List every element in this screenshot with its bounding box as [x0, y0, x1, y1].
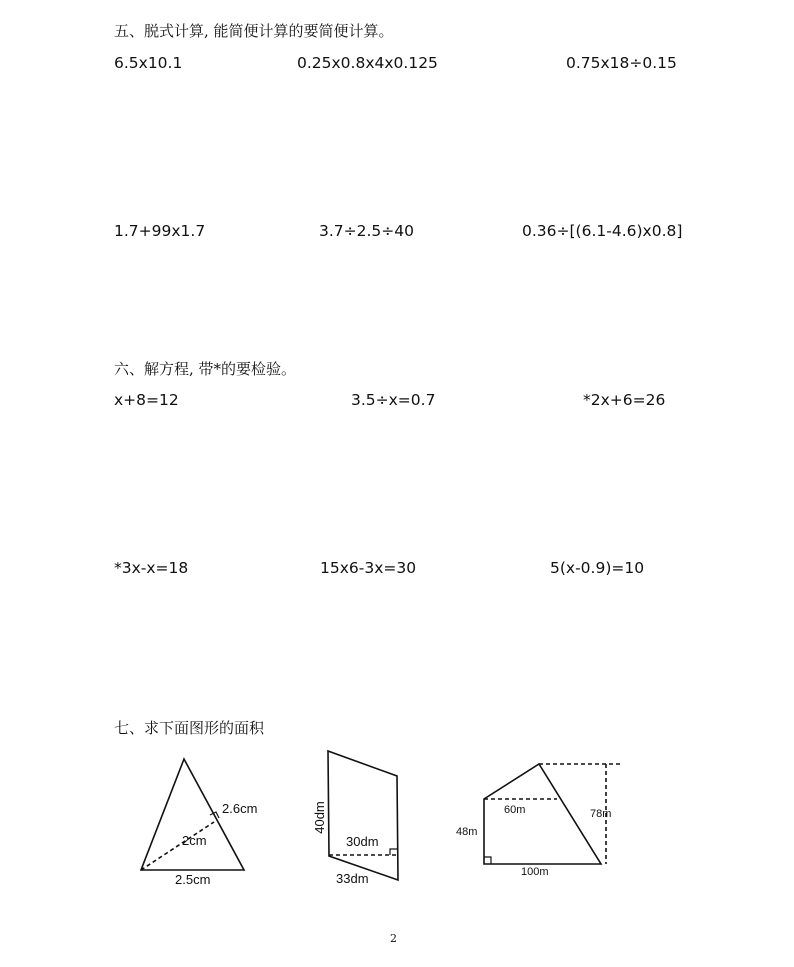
page-number: 2	[390, 932, 397, 945]
calc-problem-2: 0.25x0.8x4x0.125	[297, 54, 438, 72]
parallelogram-right-angle-mark	[390, 849, 397, 855]
triangle-base-label: 2.5cm	[175, 872, 211, 887]
equation-4: *3x-x=18	[114, 559, 189, 577]
parallelogram-height-label: 30dm	[346, 834, 379, 849]
trapezoid-base-label: 100m	[521, 866, 549, 878]
equation-2: 3.5÷x=0.7	[351, 391, 436, 409]
section-7-title: 七、求下面图形的面积	[114, 719, 265, 737]
trapezoid-shape	[484, 764, 601, 864]
equation-6: 5(x-0.9)=10	[550, 559, 645, 577]
triangle-height-label: 2cm	[182, 833, 207, 848]
parallelogram-figure	[328, 751, 398, 880]
calc-problem-6: 0.36÷[(6.1-4.6)x0.8]	[522, 222, 683, 240]
parallelogram-side-label: 40dm	[311, 801, 327, 834]
calc-problem-5: 3.7÷2.5÷40	[319, 222, 414, 240]
trapezoid-right-label: 78m	[590, 808, 612, 820]
equation-5: 15x6-3x=30	[320, 559, 417, 577]
triangle-side-label: 2.6cm	[222, 801, 258, 816]
parallelogram-shape	[328, 751, 398, 880]
trapezoid-right-angle-mark	[484, 857, 491, 864]
equation-1: x+8=12	[114, 391, 179, 409]
section-6-title: 六、解方程, 带*的要检验。	[114, 360, 297, 378]
calc-problem-4: 1.7+99x1.7	[114, 222, 206, 240]
trapezoid-top-label: 60m	[504, 804, 526, 816]
calc-problem-3: 0.75x18÷0.15	[566, 54, 677, 72]
equation-3: *2x+6=26	[583, 391, 666, 409]
calc-problem-1: 6.5x10.1	[114, 54, 183, 72]
trapezoid-left-label: 48m	[456, 826, 478, 838]
section-5-title: 五、脱式计算, 能简便计算的要简便计算。	[114, 22, 394, 40]
parallelogram-base-label: 33dm	[336, 871, 369, 886]
